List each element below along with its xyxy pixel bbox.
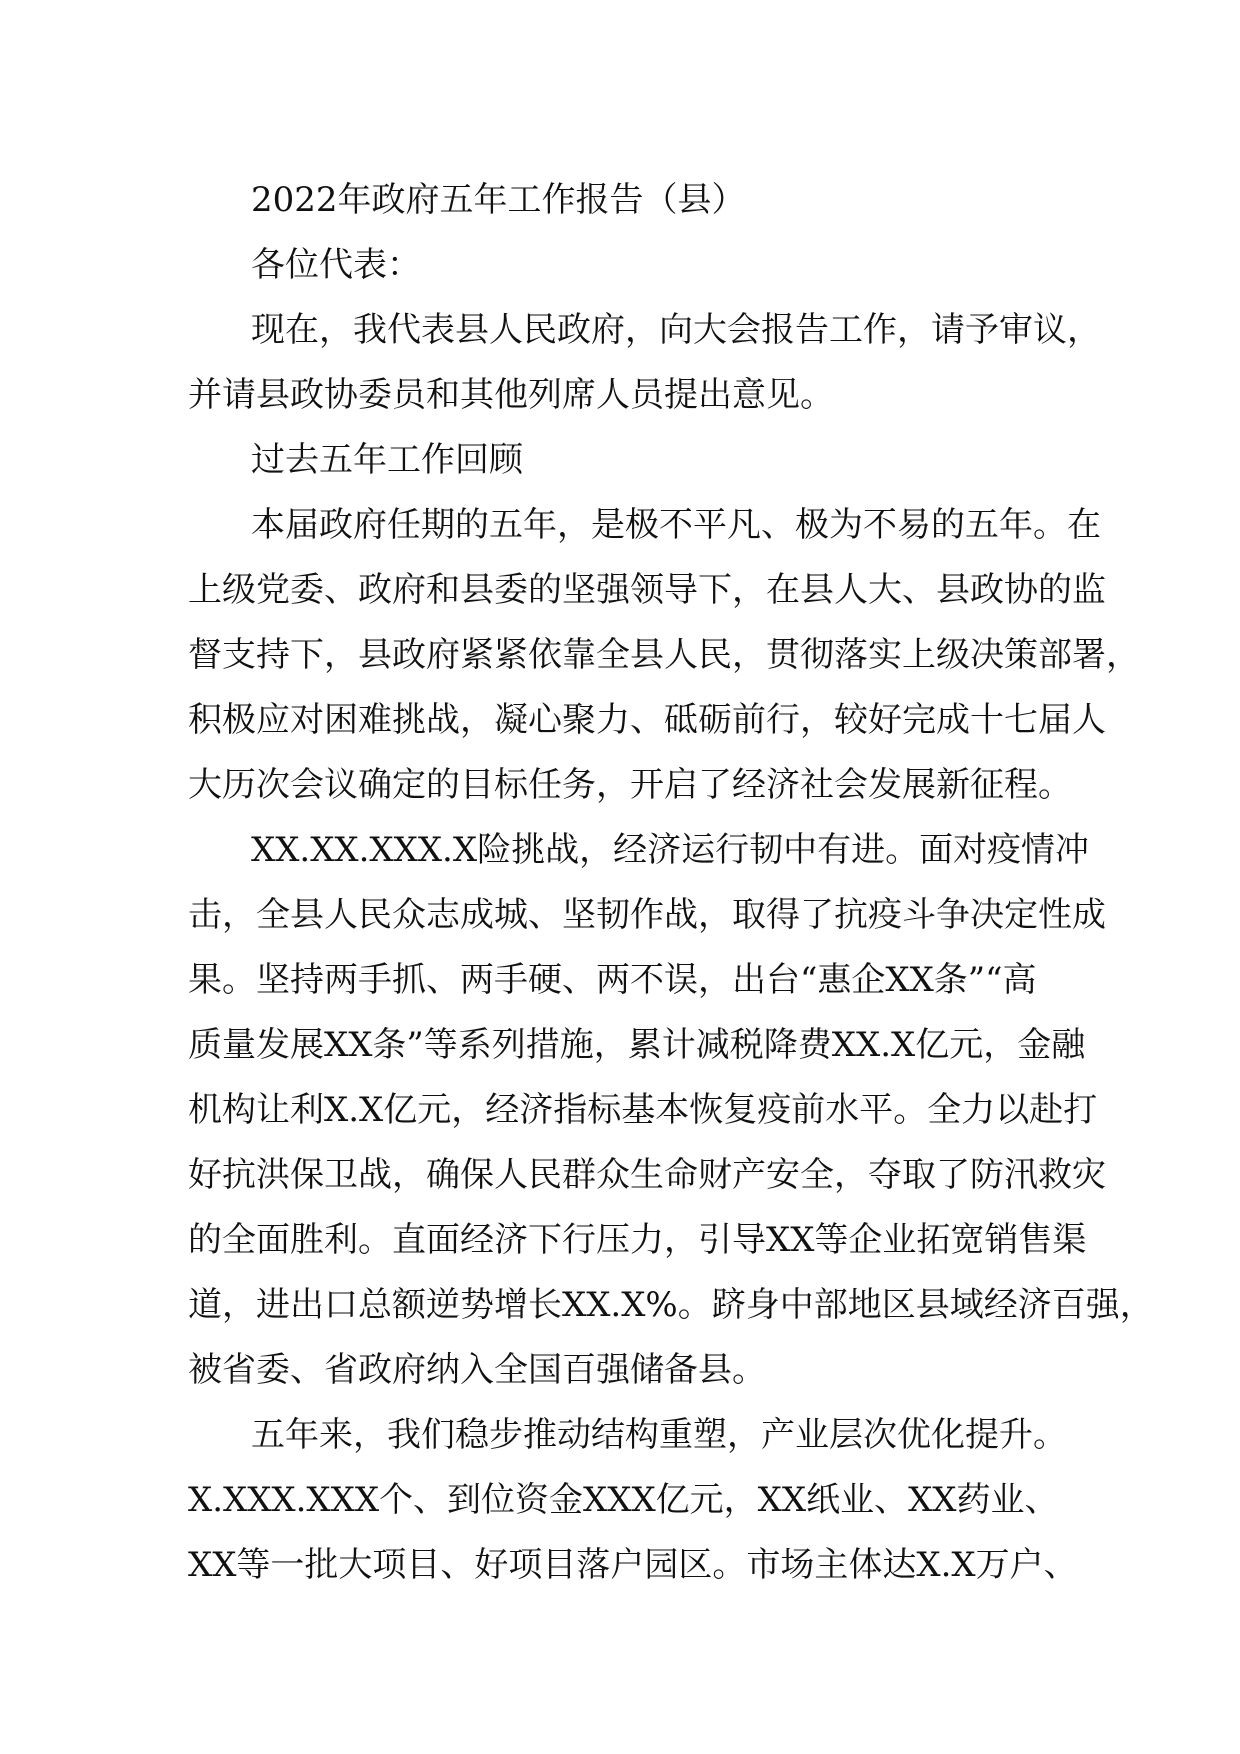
paragraph-line: 本届政府任期的五年，是极不平凡、极为不易的五年。在 (251, 505, 1101, 545)
paragraph-line: 果。坚持两手抓、两手硬、两不误，出台“惠企XX条”“高 (188, 960, 1037, 1000)
paragraph-line: 大历次会议确定的目标任务，开启了经济社会发展新征程。 (188, 765, 1072, 805)
paragraph-line: 被省委、省政府纳入全国百强储备县。 (188, 1350, 766, 1390)
salutation: 各位代表： (251, 245, 421, 285)
paragraph-line: 积极应对困难挑战，凝心聚力、砥砺前行，较好完成十七届人 (188, 700, 1106, 740)
paragraph-line: 督支持下，县政府紧紧依靠全县人民，贯彻落实上级决策部署， (188, 635, 1140, 675)
paragraph-line: 上级党委、政府和县委的坚强领导下，在县人大、县政协的监 (188, 570, 1106, 610)
section-heading: 过去五年工作回顾 (251, 440, 523, 480)
paragraph-line: 质量发展XX条”等系列措施，累计减税降费XX.X亿元，金融 (188, 1025, 1086, 1065)
paragraph-line: 的全面胜利。直面经济下行压力，引导XX等企业拓宽销售渠 (188, 1220, 1087, 1260)
paragraph-line: X.XXX.XXX个、到位资金XXX亿元，XX纸业、XX药业、 (188, 1480, 1059, 1520)
paragraph-line: 现在，我代表县人民政府，向大会报告工作，请予审议， (251, 310, 1101, 350)
document-title: 2022年政府五年工作报告（县） (251, 180, 746, 220)
paragraph-line: 五年来，我们稳步推动结构重塑，产业层次优化提升。 (251, 1415, 1067, 1455)
paragraph-line: 好抗洪保卫战，确保人民群众生命财产安全，夺取了防汛救灾 (188, 1155, 1106, 1195)
paragraph-line: 机构让利X.X亿元，经济指标基本恢复疫前水平。全力以赴打 (188, 1090, 1098, 1130)
document-body (188, 168, 1154, 1598)
paragraph-line: 并请县政协委员和其他列席人员提出意见。 (188, 375, 834, 415)
paragraph-line: XX.XX.XXX.X险挑战，经济运行韧中有进。面对疫情冲 (251, 830, 1090, 870)
paragraph-line: 道，进出口总额逆势增长XX.X%。跻身中部地区县域经济百强， (188, 1285, 1154, 1325)
paragraph-line: 击，全县人民众志成城、坚韧作战，取得了抗疫斗争决定性成 (188, 895, 1106, 935)
paragraph-line: XX等一批大项目、好项目落户园区。市场主体达X.X万户、 (188, 1545, 1078, 1585)
